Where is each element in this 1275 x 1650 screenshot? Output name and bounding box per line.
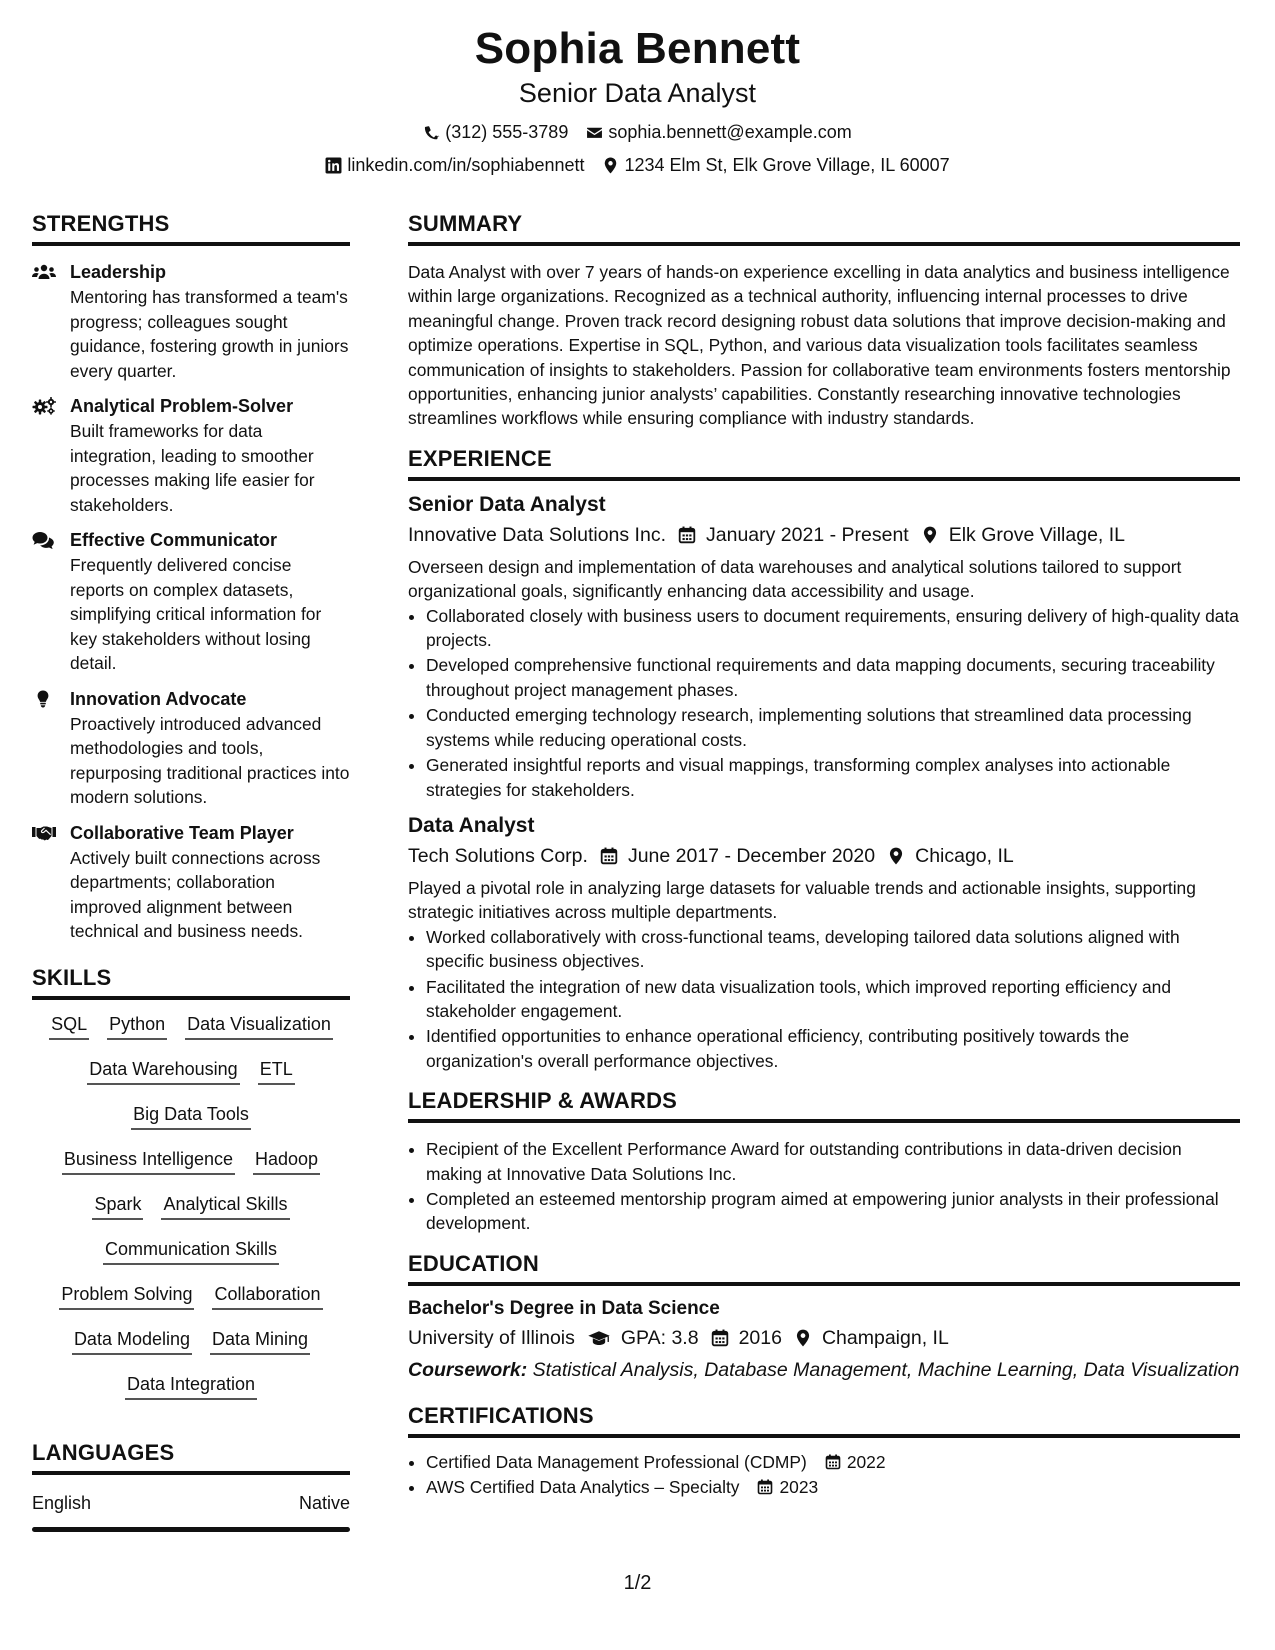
job-bullet: • Generated insightful reports and visual mappings, transforming complex analyses into actionable strategies for stakeholders.	[426, 753, 1240, 802]
job-summary: Overseen design and implementation of data warehouses and analytical solutions tailored to support organizational goals, significantly enhancing data accessibility and usage.	[408, 556, 1182, 602]
strength-item	[32, 260, 350, 383]
coursework-text: Statistical Analysis, Database Management, Machine Learning, Data Visualization	[532, 1358, 1240, 1381]
job-bullets	[408, 604, 1240, 802]
strength-item	[32, 687, 350, 810]
page-number: 1/2	[623, 1572, 652, 1594]
education-heading: EDUCATION	[408, 1250, 1240, 1286]
school-name: University of Illinois	[408, 1326, 575, 1349]
job-bullet: • Identified opportunities to enhance operational efficiency, contributing positively towards the organization's overall performance objectives.	[426, 1024, 1240, 1073]
strength-title: Collaborative Team Player	[70, 822, 294, 843]
skill-tag: Data Warehousing	[87, 1057, 239, 1085]
skill-tag: Analytical Skills	[161, 1192, 289, 1220]
calendar-icon	[711, 1329, 729, 1347]
certification-year: 2023	[779, 1477, 819, 1498]
address-contact	[602, 153, 949, 177]
skills-row	[32, 1102, 350, 1147]
phone-contact[interactable]	[423, 120, 568, 144]
skills-row	[32, 1192, 350, 1237]
strength-desc: Actively built connections across departments; collaboration improved alignment between technical and business needs.	[70, 847, 321, 941]
degree-title: Bachelor's Degree in Data Science	[408, 1297, 720, 1319]
certifications-heading: CERTIFICATIONS	[408, 1402, 1240, 1438]
linkedin-icon	[325, 157, 342, 174]
strength-title: Effective Communicator	[70, 530, 278, 550]
strength-desc: Mentoring has transformed a team's progress; colleagues sought guidance, fostering growth in juniors every quarter.	[70, 287, 349, 381]
skill-tag: Hadoop	[253, 1147, 320, 1175]
skill-tag: Python	[107, 1012, 167, 1040]
lightbulb-icon	[32, 690, 56, 708]
job-bullet: • Worked collaboratively with cross-functional teams, developing tailored data solutions aligned with specific business objectives.	[426, 925, 1240, 974]
strength-item	[32, 394, 350, 517]
job-dates: June 2017 - December 2020	[627, 844, 876, 867]
summary-text: Data Analyst with over 7 years of hands-on experience excelling in data analytics and business intelligence within large organizations. Recognized as a technical authority, influencing internal processes to drive meaningful change. Proven track record designing robust data solutions that improve decision-making and optimize operations. Expertise in SQL, Python, and various data visualization tools facilitates seamless communication of insights to stakeholders. Passion for collaborative team environments fosters mentorship opportunities, enhancing junior analysts’ capabilities. Constantly researching innovative technologies streamlines workflows while ensuring compliance with industry standards.	[408, 262, 1231, 429]
leadership-bullet: • Recipient of the Excellent Performance Award for outstanding contributions in data-driven decision making at Innovative Data Solutions Inc.	[426, 1137, 1240, 1186]
job-bullet: • Developed comprehensive functional requirements and data mapping documents, securing traceability throughout project management phases.	[426, 653, 1240, 702]
location-pin-icon	[602, 157, 619, 174]
skills-row	[32, 1327, 350, 1372]
linkedin-contact[interactable]	[325, 153, 584, 177]
skills-row	[32, 1012, 350, 1057]
calendar-icon	[825, 1454, 841, 1470]
strengths-heading: STRENGTHS	[32, 210, 350, 246]
certification-year: 2022	[846, 1451, 886, 1472]
resume-header	[0, 22, 1275, 177]
job-entry	[408, 491, 1240, 802]
location-pin-icon	[794, 1329, 812, 1347]
calendar-icon	[600, 847, 618, 865]
skill-tag: Data Mining	[210, 1327, 310, 1355]
strength-desc: Frequently delivered concise reports on complex datasets, simplifying critical information for key stakeholders without losing detail.	[70, 555, 322, 673]
skills-row	[32, 1147, 350, 1192]
coursework-label: Coursework:	[408, 1358, 528, 1381]
job-bullets	[408, 925, 1240, 1073]
job-location: Chicago, IL	[915, 844, 1014, 867]
job-bullet: • Conducted emerging technology research, implementing solutions that streamlined data processing systems while reducing operational costs.	[426, 703, 1240, 752]
certification-name: • AWS Certified Data Analytics – Specialty	[426, 1477, 740, 1498]
strength-title: Analytical Problem-Solver	[70, 396, 294, 416]
leadership-bullets	[408, 1137, 1240, 1236]
gears-icon	[32, 397, 56, 415]
address-text: 1234 Elm St, Elk Grove Village, IL 60007	[624, 155, 950, 175]
gpa: GPA: 3.8	[620, 1326, 699, 1349]
candidate-title: Senior Data Analyst	[518, 78, 757, 108]
languages-heading: LANGUAGES	[32, 1439, 350, 1475]
certification-item	[426, 1450, 1240, 1474]
skill-tag: ETL	[258, 1057, 295, 1085]
email-contact[interactable]	[586, 120, 851, 144]
job-bullet: • Facilitated the integration of new data visualization tools, which improved reporting efficiency and stakeholder engagement.	[426, 975, 1240, 1024]
skill-tag: Data Integration	[125, 1372, 257, 1400]
job-dates: January 2021 - Present	[706, 523, 909, 546]
education-entry	[408, 1296, 1240, 1382]
job-location: Elk Grove Village, IL	[948, 523, 1126, 546]
comments-icon	[32, 531, 56, 549]
job-bullet: • Collaborated closely with business users to document requirements, ensuring delivery of high-quality data projects.	[426, 604, 1240, 653]
skill-tag: Collaboration	[212, 1282, 322, 1310]
strength-desc: Proactively introduced advanced methodologies and tools, repurposing traditional practices into modern solutions.	[70, 713, 350, 807]
skills-row	[32, 1372, 350, 1417]
phone-icon	[423, 124, 440, 141]
language-level: Native	[298, 1492, 350, 1513]
language-item	[32, 1491, 350, 1515]
skill-tag: Big Data Tools	[131, 1102, 251, 1130]
strength-item	[32, 821, 350, 944]
candidate-name: Sophia Bennett	[474, 24, 801, 73]
experience-heading: EXPERIENCE	[408, 445, 1240, 481]
strength-title: Leadership	[70, 262, 167, 282]
graduation-year: 2016	[738, 1326, 782, 1349]
job-title: Data Analyst	[408, 813, 535, 837]
location-pin-icon	[887, 847, 905, 865]
right-column	[408, 210, 1240, 1501]
strength-title: Innovation Advocate	[70, 688, 247, 709]
envelope-icon	[586, 124, 603, 141]
school-location: Champaign, IL	[821, 1326, 949, 1349]
job-entry	[408, 812, 1240, 1073]
calendar-icon	[757, 1479, 773, 1495]
strengths-list	[32, 260, 350, 944]
skills-heading: SKILLS	[32, 964, 350, 1000]
users-icon	[32, 263, 56, 281]
linkedin-text: linkedin.com/in/sophiabennett	[347, 155, 585, 175]
job-summary: Played a pivotal role in analyzing large datasets for valuable trends and actionable insights, supporting strategic initiatives across multiple departments.	[408, 877, 1196, 923]
skill-tag: Business Intelligence	[62, 1147, 235, 1175]
skills-row	[32, 1057, 350, 1102]
strength-item	[32, 528, 350, 676]
skill-tag: Communication Skills	[103, 1237, 279, 1265]
left-column	[32, 210, 350, 1532]
leadership-bullet: • Completed an esteemed mentorship program aimed at empowering junior analysts in their professional development.	[426, 1187, 1240, 1236]
certification-name: • Certified Data Management Professional (CDMP)	[426, 1451, 807, 1472]
skills-list	[32, 1012, 350, 1417]
skill-tag: Spark	[92, 1192, 143, 1220]
skill-tag: SQL	[49, 1012, 89, 1040]
skills-row	[32, 1282, 350, 1327]
skills-row	[32, 1237, 350, 1282]
coursework	[408, 1358, 1240, 1382]
phone-text: (312) 555-3789	[445, 122, 569, 142]
job-company: Innovative Data Solutions Inc.	[408, 523, 666, 546]
strength-desc: Built frameworks for data integration, leading to smoother processes making life easier for stakeholders.	[70, 421, 315, 515]
job-title: Senior Data Analyst	[408, 492, 606, 516]
certifications-list	[408, 1450, 1240, 1500]
email-text: sophia.bennett@example.com	[608, 122, 852, 142]
graduation-cap-icon	[587, 1329, 611, 1347]
job-company: Tech Solutions Corp.	[408, 844, 588, 867]
skill-tag: Problem Solving	[59, 1282, 194, 1310]
skill-tag: Data Visualization	[185, 1012, 333, 1040]
language-name: English	[32, 1492, 92, 1513]
location-pin-icon	[921, 526, 939, 544]
handshake-icon	[32, 824, 56, 842]
skill-tag: Data Modeling	[72, 1327, 192, 1355]
calendar-icon	[678, 526, 696, 544]
summary-heading: SUMMARY	[408, 210, 1240, 246]
certification-item	[426, 1475, 1240, 1499]
language-proficiency-bar	[32, 1527, 350, 1532]
leadership-heading: LEADERSHIP & AWARDS	[408, 1087, 1240, 1123]
